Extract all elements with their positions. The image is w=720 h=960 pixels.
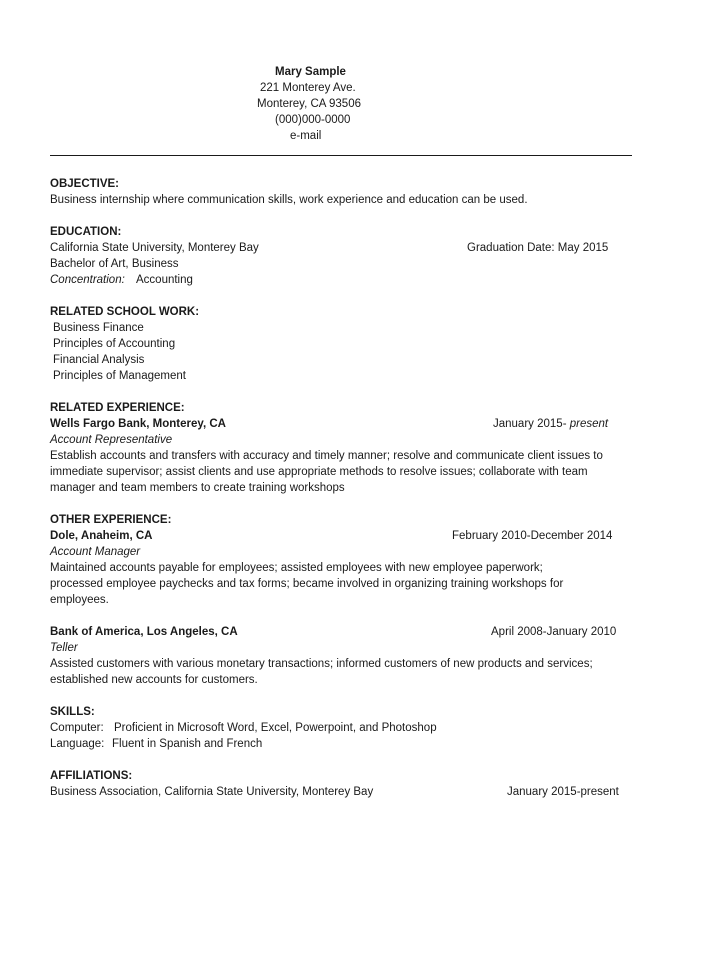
school-work-heading: RELATED SCHOOL WORK:	[50, 306, 200, 318]
course-item: Principles of Management	[53, 370, 186, 382]
job-title: Account Representative	[50, 434, 173, 446]
phone-number: (000)000-0000	[275, 114, 351, 126]
degree: Bachelor of Art, Business	[50, 258, 179, 270]
applicant-name: Mary Sample	[275, 66, 346, 78]
graduation-date: Graduation Date: May 2015	[467, 242, 609, 254]
job-description-line: established new accounts for customers.	[50, 674, 258, 686]
job-description-line: Maintained accounts payable for employees; assisted employees with new employee paperwork;	[50, 562, 543, 574]
language-skills-label: Language:	[50, 738, 105, 750]
computer-skills-value: Proficient in Microsoft Word, Excel, Powerpoint, and Photoshop	[114, 722, 437, 734]
concentration-value: Accounting	[136, 274, 193, 286]
employer-name: Wells Fargo Bank, Monterey, CA	[50, 418, 226, 430]
affiliation-organization: Business Association, California State University, Monterey Bay	[50, 786, 374, 798]
job-description-line: employees.	[50, 594, 109, 606]
language-skills-value: Fluent in Spanish and French	[112, 738, 263, 750]
course-item: Business Finance	[53, 322, 144, 334]
job-dates	[493, 416, 608, 432]
job-dates-start: January 2015-	[493, 418, 570, 430]
school-name: California State University, Monterey Bay	[50, 242, 259, 254]
concentration-label: Concentration:	[50, 274, 125, 286]
objective-heading: OBJECTIVE:	[50, 178, 120, 190]
course-item: Principles of Accounting	[53, 338, 176, 350]
employer-name: Dole, Anaheim, CA	[50, 530, 153, 542]
affiliations-heading: AFFILIATIONS:	[50, 770, 133, 782]
affiliation-dates: January 2015-present	[507, 786, 619, 798]
education-heading: EDUCATION:	[50, 226, 122, 238]
skills-heading: SKILLS:	[50, 706, 95, 718]
email-address: e-mail	[290, 130, 322, 142]
job-description-line: Establish accounts and transfers with accuracy and timely manner; resolve and communicate client issues to	[50, 450, 603, 462]
job-title: Account Manager	[50, 546, 141, 558]
related-experience-heading: RELATED EXPERIENCE:	[50, 402, 185, 414]
objective-text: Business internship where communication skills, work experience and education can be used.	[50, 194, 528, 206]
employer-name: Bank of America, Los Angeles, CA	[50, 626, 238, 638]
job-dates: April 2008-January 2010	[491, 626, 617, 638]
job-description-line: immediate supervisor; assist clients and use appropriate methods to resolve issues; collaborate with team	[50, 466, 588, 478]
course-item: Financial Analysis	[53, 354, 145, 366]
header-divider	[50, 155, 632, 156]
job-title: Teller	[50, 642, 78, 654]
computer-skills-label: Computer:	[50, 722, 104, 734]
job-dates: February 2010-December 2014	[452, 530, 613, 542]
job-description-line: Assisted customers with various monetary transactions; informed customers of new products and services;	[50, 658, 593, 670]
address-line-1: 221 Monterey Ave.	[260, 82, 356, 94]
job-dates-end: present	[569, 418, 609, 430]
job-description-line: manager and team members to create training workshops	[50, 482, 345, 494]
job-description-line: processed employee paychecks and tax forms; became involved in organizing training workshops for	[50, 578, 564, 590]
address-line-2: Monterey, CA 93506	[257, 98, 361, 110]
other-experience-heading: OTHER EXPERIENCE:	[50, 514, 172, 526]
